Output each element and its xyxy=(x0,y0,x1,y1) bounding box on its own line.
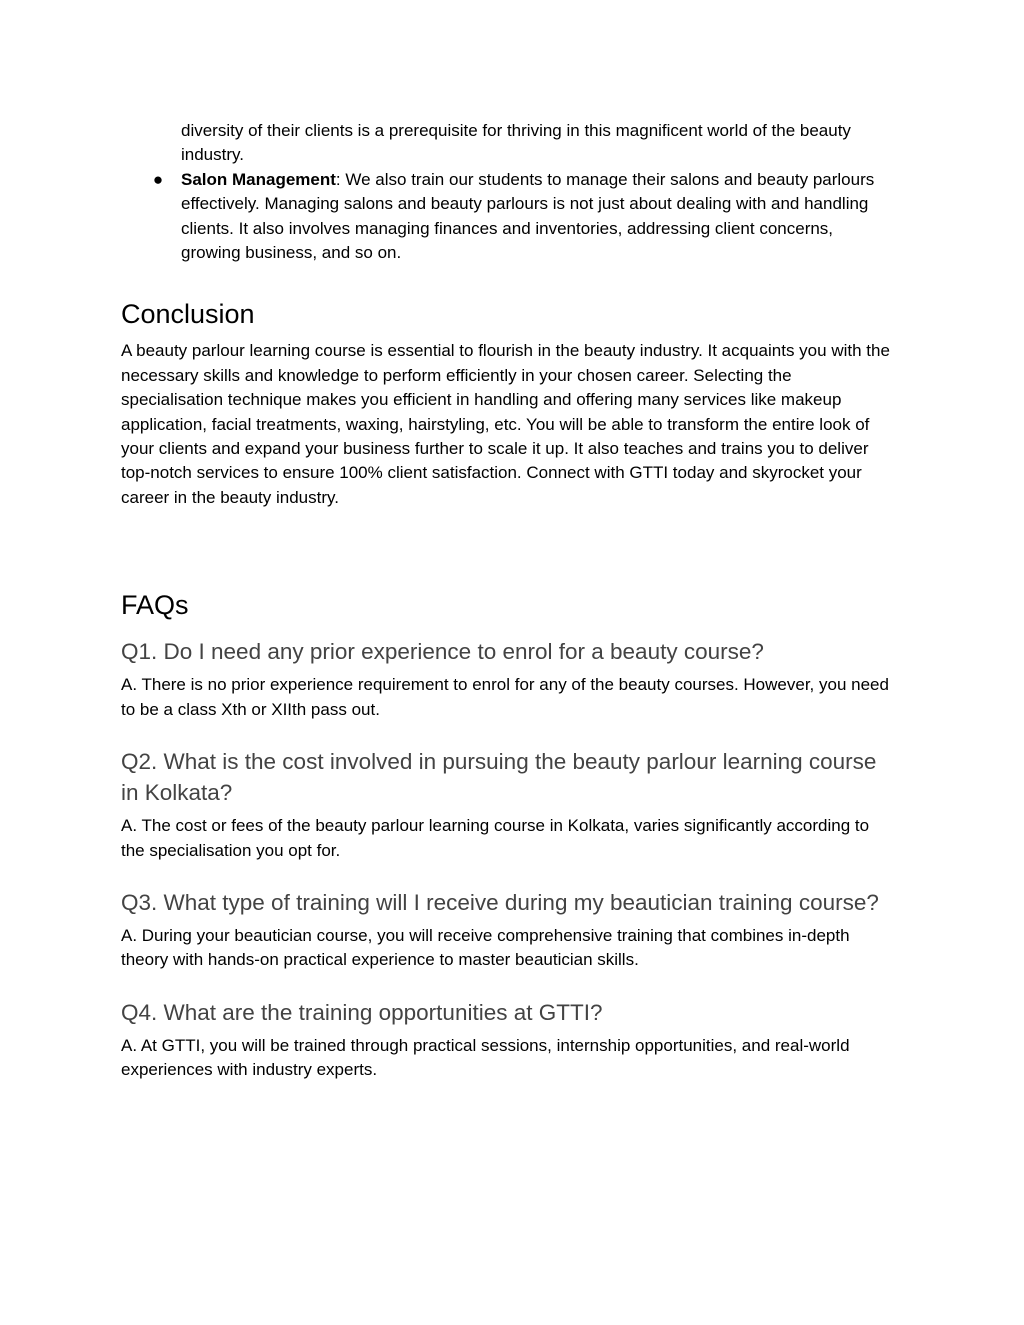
faq-item-1 xyxy=(121,636,896,722)
conclusion-paragraph: A beauty parlour learning course is essential to flourish in the beauty industry. It acquaints you with the necessary skills and knowledge to perform efficiently in your chosen career. Selecting the specialisation technique makes you efficient in handling and offering many services like makeup application, facial treatments, waxing, hairstyling, etc. You will be able to transform the entire look of your clients and expand your business further to scale it up. It also teaches and trains you to deliver top-notch services to ensure 100% client satisfaction. Connect with GTTI today and skyrocket your career in the beauty industry. xyxy=(121,341,890,507)
list-item-text: : We also train our students to manage their salons and beauty parlours effectively. Managing salons and beauty parlours is not just about dealing with and handling clients. It also involves managing finances and inventories, addressing client concerns, growing business, and so on. xyxy=(181,169,875,263)
faq-item-2 xyxy=(121,746,896,863)
bullet-continuation-text: diversity of their clients is a prerequisite for thriving in this magnificent world of the beauty industry. xyxy=(181,121,851,165)
faq-question: Q3. What type of training will I receive during my beautician training course? xyxy=(121,889,879,915)
conclusion-heading: Conclusion xyxy=(121,299,255,330)
bullet-icon: ● xyxy=(152,169,164,189)
list-item-salon-management xyxy=(152,168,896,266)
faq-answer: A. During your beautician course, you will receive comprehensive training that combines in-depth theory with hands-on practical experience to master beautician skills. xyxy=(121,925,850,970)
faq-item-4 xyxy=(121,997,896,1083)
faq-question: Q2. What is the cost involved in pursuing the beauty parlour learning course in Kolkata? xyxy=(121,749,877,806)
faqs-heading: FAQs xyxy=(121,590,189,621)
faq-question: Q4. What are the training opportunities at GTTI? xyxy=(121,999,603,1025)
faq-answer: A. The cost or fees of the beauty parlour learning course in Kolkata, varies significantly according to the specialisation you opt for. xyxy=(121,816,870,860)
faq-answer: A. At GTTI, you will be trained through practical sessions, internship opportunities, and real-world experiences with industry experts. xyxy=(121,1035,850,1080)
faq-item-3 xyxy=(121,887,896,973)
faq-question: Q1. Do I need any prior experience to enrol for a beauty course? xyxy=(121,639,764,665)
list-item-title: Salon Management xyxy=(181,169,336,189)
page-content xyxy=(121,119,896,1083)
faq-answer: A. There is no prior experience requirement to enrol for any of the beauty courses. However, you need to be a class Xth or XIIth pass out. xyxy=(121,675,889,719)
